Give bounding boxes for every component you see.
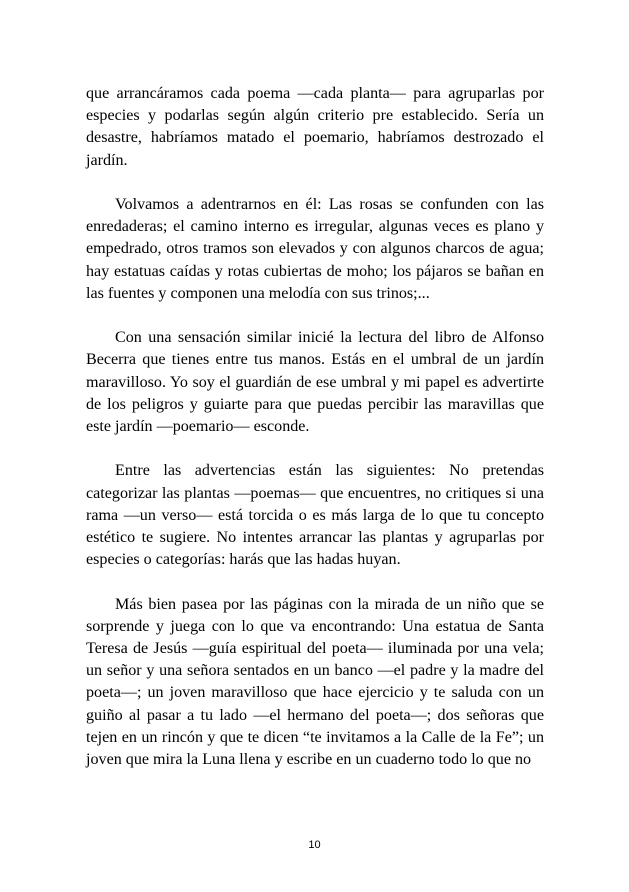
paragraph-stroll: Más bien pasea por las páginas con la mirada de un niño que se sorprende y juega con lo que va encontrando: Una estatua de Santa Teresa de Jesús —guía espiritual del poeta— iluminada por una vela; un señor y una señora sentados en un banco —el padre y la madre del poeta—; un joven maravilloso que hace ejercicio y te saluda con un guiño al pasar a tu lado —el hermano del poeta—; dos señoras que tejen en un rincón y que te dicen “te invitamos a la Calle de la Fe”; un joven que mira la Luna llena y escribe en un cuaderno todo lo que no xyxy=(86,595,544,769)
paragraph-continuation: que arrancáramos cada poema —cada planta— para agruparlas por especies y podarlas según algún criterio pre establecido. Sería un desastre, habríamos matado el poemario, habríamos destrozado el jardín. xyxy=(86,85,544,169)
paragraph-reading-sensation: Con una sensación similar inicié la lectura del libro de Alfonso Becerra que tienes entre tus manos. Estás en el umbral de un jardín maravilloso. Yo soy el guardián de ese umbral y mi papel es advertirte de los peligros y guiarte para que puedas percibir las maravillas que este jardín —poemario— esconde. xyxy=(86,329,544,436)
paragraph-warnings: Entre las advertencias están las siguientes: No pretendas categorizar las plantas —poemas— que encuentres, no critiques si una rama —un verso— está torcida o es más larga de lo que tu concepto estético te sugiere. No intentes arrancar las plantas y agruparlas por especies o categorías: harás que las hadas huyan. xyxy=(86,462,544,569)
page-number: 10 xyxy=(308,839,321,851)
body-text xyxy=(86,83,544,793)
paragraph-garden-walk: Volvamos a adentrarnos en él: Las rosas se confunden con las enredaderas; el camino interno es irregular, algunas veces es plano y empedrado, otros tramos son elevados y con algunos charcos de agua; hay estatuas caídas y rotas cubiertas de moho; los pájaros se bañan en las fuentes y componen una melodía con sus trinos;... xyxy=(86,196,544,302)
